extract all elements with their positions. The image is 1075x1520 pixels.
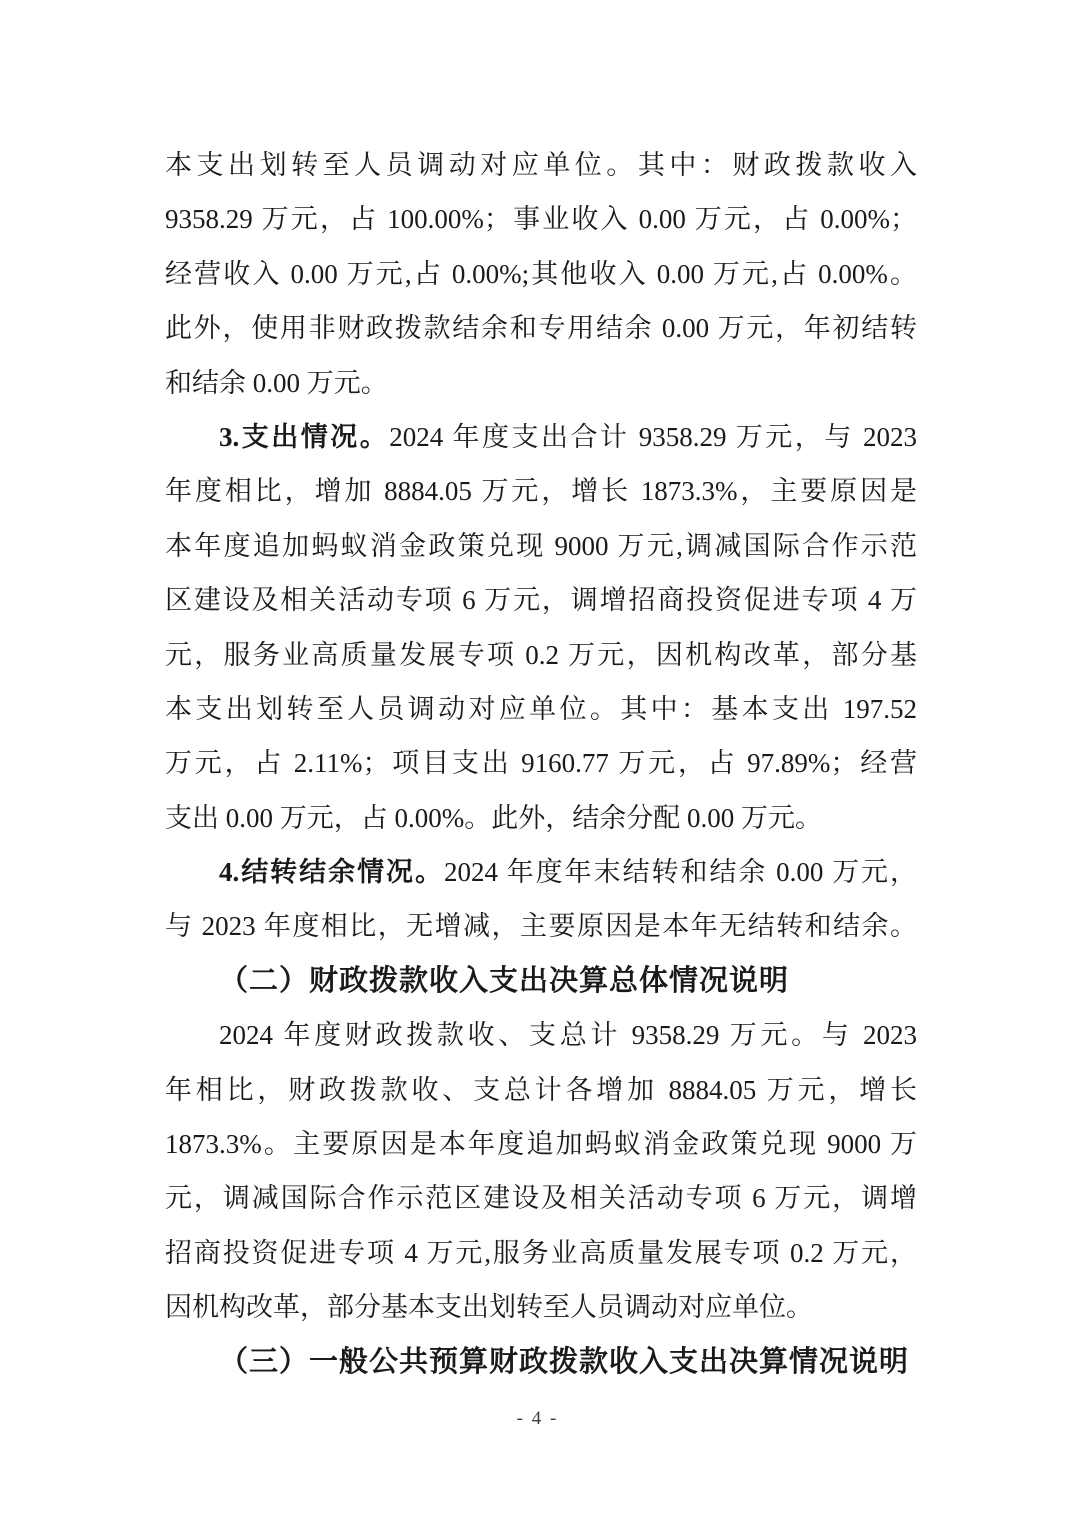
text-line [165,519,917,573]
text-line [165,682,917,736]
line-text: 本年度追加蚂蚁消金政策兑现 9000 万元,调减国际合作示范 [165,530,917,561]
text-line [165,138,917,192]
line-text: 年度相比，增加 8884.05 万元，增长 1873.3%，主要原因是 [165,476,917,507]
line-text: 9358.29 万元，占 100.00%；事业收入 0.00 万元，占 0.00%； [165,204,917,235]
text-line [165,1008,917,1062]
text-line [165,573,917,627]
subheading-bold-text: 4.结转结余情况。 [219,857,444,888]
text-line [165,1226,917,1280]
line-text: 元，调减国际合作示范区建设及相关活动专项 6 万元，调增 [165,1183,917,1214]
line-text: 万元，占 2.11%；项目支出 9160.77 万元，占 97.89%；经营 [165,748,917,779]
text-line [165,356,917,410]
text-line [165,301,917,355]
text-line [165,628,917,682]
section-heading-2 [165,954,917,1008]
text-line-subheading-carryover [165,845,917,899]
text-line [165,1171,917,1225]
line-text: 因机构改革，部分基本支出划转至人员调动对应单位。 [165,1292,813,1323]
line-text: 此外，使用非财政拨款结余和专用结余 0.00 万元，年初结转 [165,313,917,344]
line-text: 支出 0.00 万元，占 0.00%。此外，结余分配 0.00 万元。 [165,802,822,833]
text-line [165,1117,917,1171]
line-text: 1873.3%。主要原因是本年度追加蚂蚁消金政策兑现 9000 万 [165,1129,917,1160]
line-text: 年相比，财政拨款收、支总计各增加 8884.05 万元，增长 [165,1074,917,1105]
line-text: 2024 年度支出合计 9358.29 万元，与 2023 [389,421,917,452]
text-line [165,899,917,953]
text-line [165,791,917,845]
section-heading-text: （二）财政拨款收入支出决算总体情况说明 [219,964,790,997]
text-line [165,1063,917,1117]
document-body [165,138,917,1389]
line-text: 本支出划转至人员调动对应单位。其中：财政拨款收入 [165,150,917,180]
line-text: 招商投资促进专项 4 万元,服务业高质量发展专项 0.2 万元， [165,1237,917,1268]
section-heading-text: （三）一般公共预算财政拨款收入支出决算情况说明 [219,1345,910,1378]
text-line [165,464,917,518]
line-text: 和结余 0.00 万元。 [165,367,388,398]
text-line [165,247,917,301]
section-heading-3 [165,1335,917,1389]
text-line-subheading-expenditure [165,410,917,464]
line-text: 2024 年度财政拨款收、支总计 9358.29 万元。与 2023 [219,1020,917,1051]
line-text: 本支出划转至人员调动对应单位。其中：基本支出 197.52 [165,693,917,724]
subheading-bold-text: 3.支出情况。 [219,421,390,452]
line-text: 经营收入 0.00 万元,占 0.00%;其他收入 0.00 万元,占 0.00%。 [165,258,917,289]
line-text: 与 2023 年度相比，无增减，主要原因是本年无结转和结余。 [165,911,917,942]
line-text: 区建设及相关活动专项 6 万元，调增招商投资促进专项 4 万 [165,585,917,616]
page-number: - 4 - [516,1408,559,1429]
text-line [165,192,917,246]
line-text: 2024 年度年末结转和结余 0.00 万元， [443,857,918,888]
text-line [165,736,917,790]
text-line [165,1280,917,1334]
line-text: 元，服务业高质量发展专项 0.2 万元，因机构改革，部分基 [165,639,917,670]
